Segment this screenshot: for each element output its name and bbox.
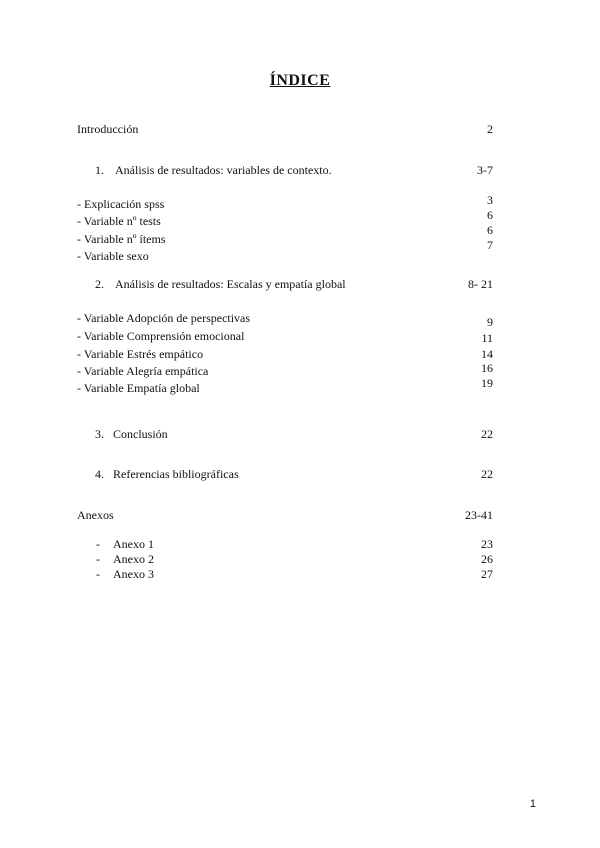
- toc-section2-item-4-page: 16: [481, 361, 493, 375]
- toc-section3-page: 22: [481, 427, 493, 441]
- page-title: ÍNDICE: [269, 72, 331, 89]
- toc-section1-item-4: - Variable sexo: [77, 249, 149, 263]
- toc-section2-item-5: - Variable Empatía global: [77, 381, 200, 395]
- toc-intro-page: 2: [487, 122, 493, 136]
- toc-annexes-page: 23-41: [465, 508, 493, 522]
- toc-section4-page: 22: [481, 467, 493, 481]
- toc-section2-item-1: - Variable Adopción de perspectivas: [77, 311, 251, 325]
- toc-annex-dash-1: -: [96, 537, 100, 551]
- toc-section1-number: 1.: [95, 163, 104, 177]
- toc-annexes-label: Anexos: [77, 508, 114, 522]
- toc-section2-item-3-page: 14: [481, 347, 493, 361]
- toc-section1-page: 3-7: [477, 163, 493, 177]
- toc-section2-item-1-page: 9: [487, 315, 493, 329]
- toc-section3-number: 3.: [95, 427, 104, 441]
- toc-annex-item-3-page: 27: [481, 567, 493, 581]
- toc-section2-number: 2.: [95, 277, 104, 291]
- toc-section2-item-4: - Variable Alegría empática: [77, 364, 209, 378]
- toc-section1-item-3-page: 6: [487, 223, 493, 237]
- toc-annex-item-2-page: 26: [481, 552, 493, 566]
- toc-annex-item-3: Anexo 3: [113, 567, 154, 581]
- toc-annex-item-2: Anexo 2: [113, 552, 154, 566]
- toc-section2-item-2: - Variable Comprensión emocional: [77, 329, 245, 343]
- toc-section1-item-4-page: 7: [487, 238, 493, 252]
- toc-section1-label: Análisis de resultados: variables de contexto.: [115, 163, 332, 177]
- toc-section2-item-5-page: 19: [481, 376, 493, 390]
- toc-section1-item-1: - Explicación spss: [77, 197, 165, 211]
- toc-annex-item-1-page: 23: [481, 537, 493, 551]
- toc-annex-item-1: Anexo 1: [113, 537, 154, 551]
- toc-section2-page: 8- 21: [468, 277, 493, 291]
- toc-section1-item-1-page: 3: [487, 193, 493, 207]
- toc-section3-label: Conclusión: [113, 427, 168, 441]
- toc-section1-item-2: - Variable nº tests: [77, 214, 161, 228]
- toc-section2-item-3: - Variable Estrés empático: [77, 347, 204, 361]
- toc-section4-label: Referencias bibliográficas: [113, 467, 239, 481]
- toc-section1-item-3: - Variable nº ítems: [77, 232, 166, 246]
- toc-section1-item-2-page: 6: [487, 208, 493, 222]
- toc-section2-item-2-page: 11: [481, 331, 493, 345]
- toc-intro-label: Introducción: [77, 122, 139, 136]
- toc-annex-dash-2: -: [96, 552, 100, 566]
- toc-annex-dash-3: -: [96, 567, 100, 581]
- footer-page-number: 1: [529, 798, 536, 810]
- toc-section4-number: 4.: [95, 467, 104, 481]
- toc-section2-label: Análisis de resultados: Escalas y empatía global: [115, 277, 346, 291]
